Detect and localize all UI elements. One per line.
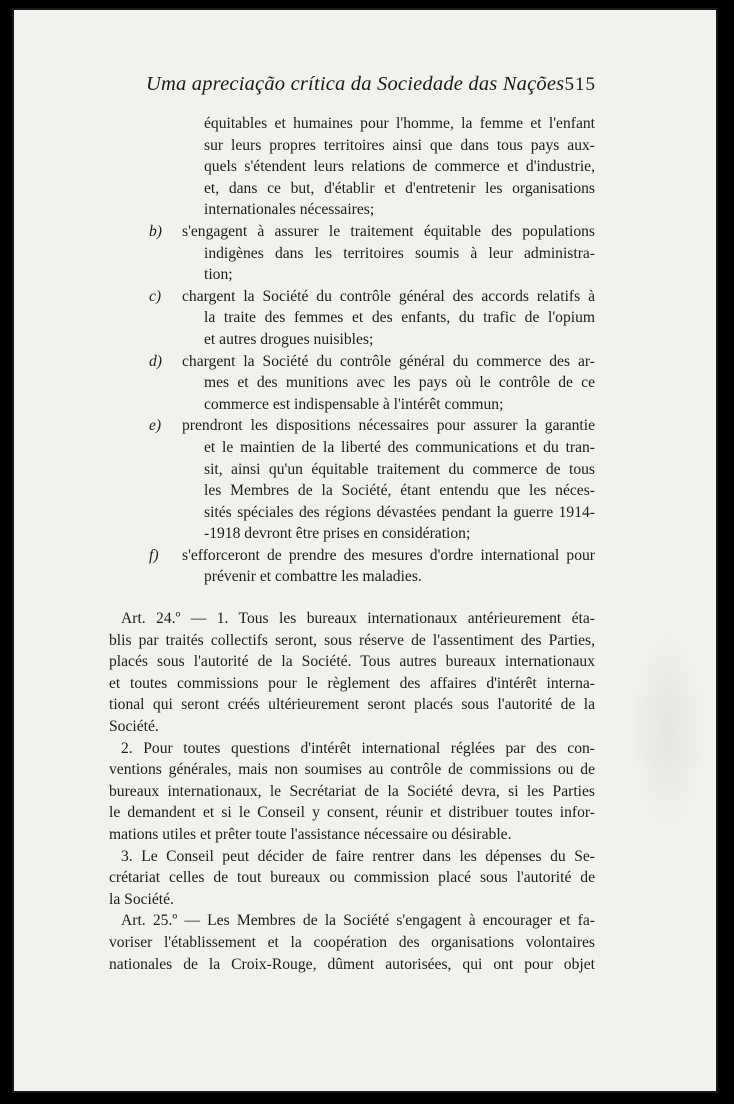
text-line: mations utiles et prêter toute l'assistance nécessaire ou désirable. [109, 826, 512, 843]
item-label: d) [149, 352, 162, 370]
running-title: Uma apreciação crítica da Sociedade das Nações [146, 73, 565, 95]
text-line: blis par traités collectifs seront, sous réserve de l'assentiment des Parties, [109, 631, 595, 649]
text-line: quels s'étendent leurs relations de commerce et d'industrie, [204, 158, 595, 176]
text-line: tional qui seront créés ultérieurement seront placés sous l'autorité de la [109, 696, 595, 714]
text-line: internationales nécessaires; [204, 201, 375, 219]
text-line: indigènes dans les territoires soumis à leur administra- [204, 244, 595, 262]
text-line: prévenir et combattre les maladies. [204, 568, 422, 586]
text-line: Art. 25.º — Les Membres de la Société s'engagent à encourager et fa- [121, 912, 595, 930]
text-line: la traite des femmes et des enfants, du trafic de l'opium [204, 309, 595, 327]
paper-stain [628, 620, 708, 840]
text-line: ventions générales, mais non soumises au contrôle de commissions ou de [109, 761, 595, 779]
text-line: sit, ainsi qu'un équitable traitement du commerce de tous [204, 460, 595, 478]
list-item-e [109, 415, 595, 437]
running-header [146, 73, 596, 96]
page-number: 515 [564, 74, 596, 95]
book-page [12, 8, 718, 1093]
item-label: f) [149, 546, 159, 564]
text-line: s'efforceront de prendre des mesures d'ordre international pour [182, 546, 595, 564]
text-line: tion; [204, 266, 233, 284]
text-line: chargent la Société du contrôle général du commerce des ar- [182, 352, 595, 370]
text-line: bureaux internationaux, le Secrétariat de la Société devra, si les Parties [109, 782, 595, 800]
text-line: le demandent et si le Conseil y consent, réunir et distribuer toutes infor- [109, 804, 595, 822]
text-line: s'engagent à assurer le traitement équitable des populations [182, 222, 595, 240]
text-line: et le maintien de la liberté des communications et du tran- [204, 438, 595, 456]
text-line: et autres drogues nuisibles; [204, 330, 374, 348]
text-line: et, dans ce but, d'établir et d'entretenir les organisations [204, 179, 595, 197]
text-line: prendront les dispositions nécessaires pour assurer la garantie [182, 417, 595, 435]
item-label: c) [149, 287, 162, 305]
text-line: 3. Le Conseil peut décider de faire rentrer dans les dépenses du Se- [121, 847, 595, 865]
page-body [109, 113, 595, 975]
text-line: équitables et humaines pour l'homme, la femme et l'enfant [204, 115, 595, 132]
text-line: commerce est indispensable à l'intérêt commun; [204, 395, 504, 413]
text-line: sur leurs propres territoires ainsi que dans tous pays aux- [204, 136, 595, 154]
text-line: mes et des munitions avec les pays où le contrôle de ce [204, 374, 595, 392]
text-line: sités spéciales des régions dévastées pendant la guerre 1914- [204, 503, 595, 521]
text-line: chargent la Société du contrôle général des accords relatifs à [182, 287, 595, 305]
text-line: les Membres de la Société, étant entendu que les néces- [204, 482, 595, 500]
text-line: placés sous l'autorité de la Société. Tous autres bureaux internationaux [109, 653, 595, 671]
text-line: Société. [109, 718, 159, 736]
list-item-c [109, 286, 595, 308]
item-label: b) [149, 222, 162, 240]
text-line: nationales de la Croix-Rouge, dûment autorisées, qui ont pour objet [109, 955, 595, 973]
list-item-b [109, 221, 595, 243]
text-line: Art. 24.º — 1. Tous les bureaux internationaux antérieurement éta- [121, 610, 595, 628]
list-item-d [109, 351, 595, 373]
text-line: 2. Pour toutes questions d'intérêt international réglées par des con- [121, 739, 595, 757]
text-line: -1918 devront être prises en considération; [204, 525, 471, 543]
item-label: e) [149, 417, 162, 435]
text-line: et toutes commissions pour le règlement des affaires d'intérêt interna- [109, 674, 595, 692]
text-line: la Société. [109, 890, 174, 908]
text-line: voriser l'établissement et la coopération des organisations volontaires [109, 933, 595, 951]
paragraph-gap [109, 588, 595, 608]
list-item-f [109, 545, 595, 567]
text-line: crétariat celles de tout bureaux ou commission placé sous l'autorité de [109, 869, 595, 887]
